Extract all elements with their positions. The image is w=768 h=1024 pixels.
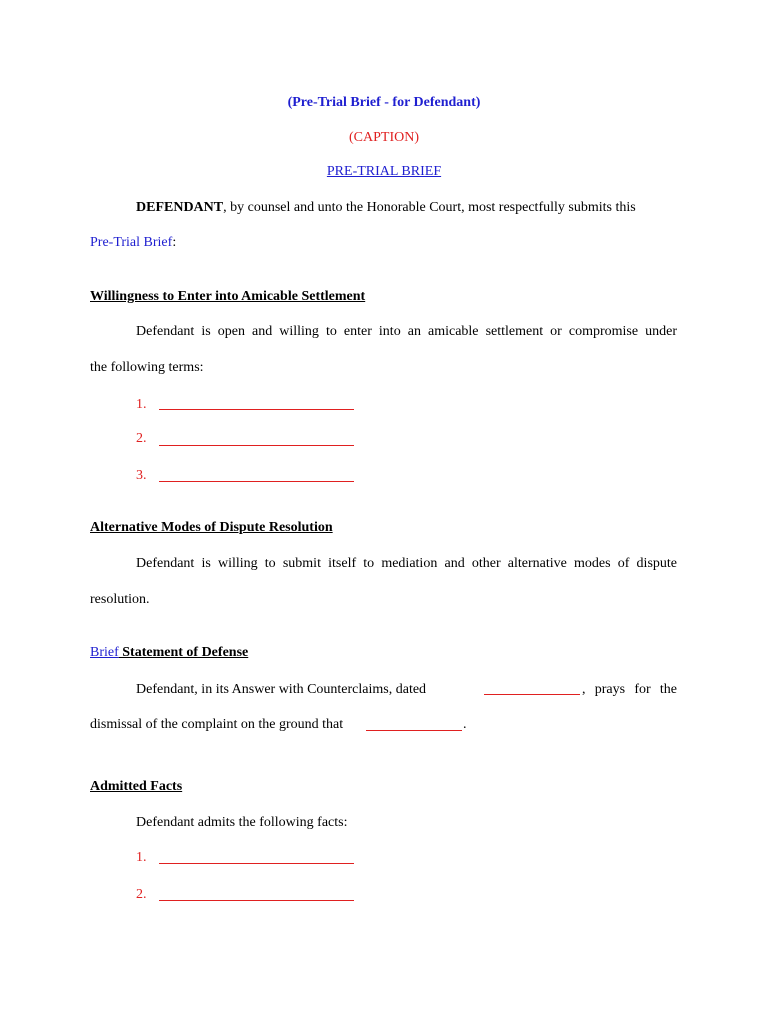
settlement-para-line-1: Defendant is open and willing to enter into an amicable settlement or compromise under — [136, 324, 677, 339]
adr-para-line-2: resolution. — [90, 592, 150, 607]
intro-colon: : — [172, 235, 177, 250]
adr-heading: Alternative Modes of Dispute Resolution — [90, 520, 333, 535]
defense-line-2-start: dismissal of the complaint on the ground that — [90, 717, 344, 732]
settlement-heading: Willingness to Enter into Amicable Settlement — [90, 289, 366, 304]
settlement-para-line-2: the following terms: — [90, 360, 204, 375]
admitted-heading: Admitted Facts — [90, 779, 183, 794]
admitted-item-1-blank[interactable] — [159, 863, 354, 864]
defense-line-2-end: . — [463, 717, 467, 732]
pre-trial-brief-link[interactable]: Pre-Trial Brief — [90, 235, 173, 250]
admitted-item-2-blank[interactable] — [159, 900, 354, 901]
answer-date-blank[interactable] — [484, 694, 580, 695]
defense-heading — [90, 644, 248, 662]
intro-line-2 — [90, 234, 176, 252]
intro-line-1 — [136, 199, 636, 217]
settlement-item-3-number: 3. — [136, 468, 147, 483]
document-type-label: (Pre-Trial Brief - for Defendant) — [287, 95, 481, 110]
admitted-para: Defendant admits the following facts: — [136, 815, 348, 830]
admitted-item-1-number: 1. — [136, 850, 147, 865]
intro-text: , by counsel and unto the Honorable Court, most respectfully submits this — [223, 200, 636, 215]
document-title: PRE-TRIAL BRIEF — [326, 164, 442, 179]
caption-placeholder[interactable]: (CAPTION) — [349, 130, 419, 145]
admitted-item-2-number: 2. — [136, 887, 147, 902]
adr-para-line-1: Defendant is willing to submit itself to mediation and other alternative modes of dispute — [136, 556, 677, 571]
settlement-item-2-number: 2. — [136, 431, 147, 446]
brief-link[interactable]: Brief — [90, 645, 119, 660]
settlement-item-3-blank[interactable] — [159, 481, 354, 482]
defense-line-1-start: Defendant, in its Answer with Counterclaims, dated — [136, 682, 427, 697]
intro-party: DEFENDANT — [136, 200, 224, 215]
dismissal-ground-blank[interactable] — [366, 730, 462, 731]
settlement-item-1-number: 1. — [136, 397, 147, 412]
settlement-item-2-blank[interactable] — [159, 445, 354, 446]
defense-line-1-end: , prays for the — [582, 682, 677, 697]
settlement-item-1-blank[interactable] — [159, 409, 354, 410]
defense-heading-rest: Statement of Defense — [118, 645, 249, 660]
